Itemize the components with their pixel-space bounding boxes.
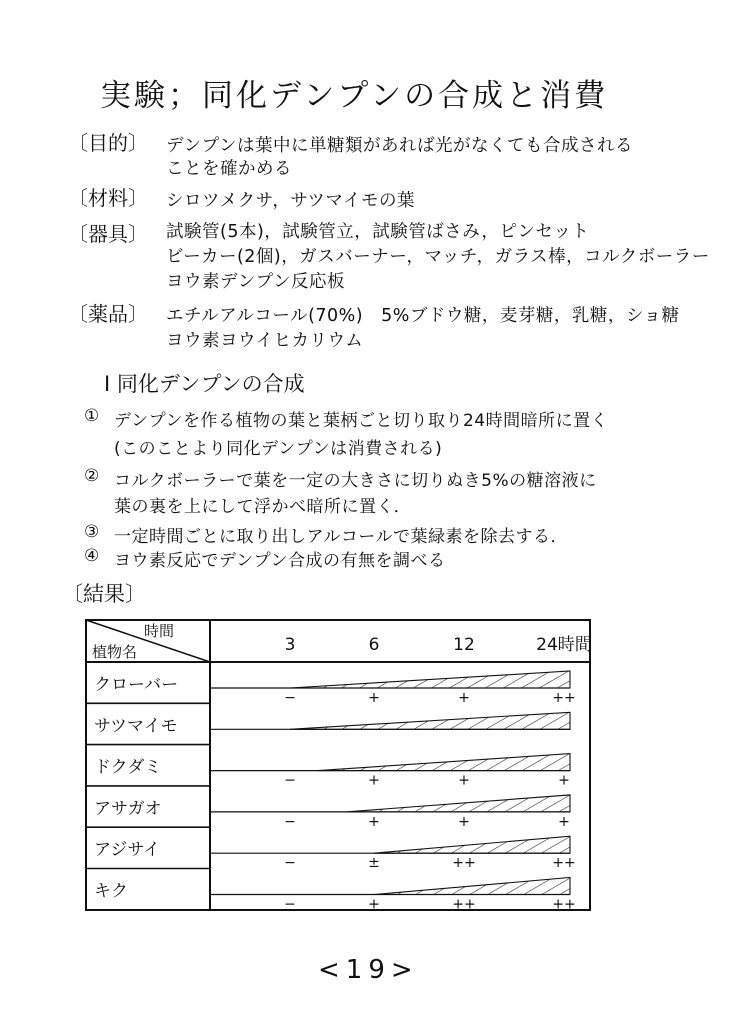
iodine-result-mark: + xyxy=(368,690,380,706)
iodine-result-mark: − xyxy=(284,690,296,706)
starch-band xyxy=(290,712,570,729)
step-number: ① xyxy=(84,406,100,426)
starch-band xyxy=(290,671,570,688)
starch-band xyxy=(346,795,570,812)
time-column-header: 6 xyxy=(368,635,380,655)
iodine-result-mark: − xyxy=(284,813,296,830)
step-number: ② xyxy=(84,466,100,486)
purpose-line: デンプンは葉中に単糖類があれば光がなくても合成される xyxy=(166,136,633,156)
chemicals-line: エチルアルコール(70%) 5%ブドウ糖，麦芽糖，乳糖，ショ糖 xyxy=(166,306,680,326)
iodine-result-mark: − xyxy=(284,855,296,872)
iodine-result-mark: + xyxy=(558,772,570,789)
starch-band xyxy=(374,836,570,853)
iodine-result-mark: − xyxy=(284,772,296,789)
step-number: ③ xyxy=(84,522,100,542)
header-time: 時間 xyxy=(144,622,175,640)
equipment-line: 試験管(5本)，試験管立，試験管ばさみ，ピンセット xyxy=(166,222,590,242)
step-line: (このことより同化デンプンは消費される) xyxy=(114,439,443,459)
time-column-header: 3 xyxy=(284,635,296,655)
plant-name: キク xyxy=(94,881,128,902)
plant-name: クローバー xyxy=(94,675,179,695)
time-column-header: 12 xyxy=(453,635,475,655)
step-line: デンプンを作る植物の葉と葉柄ごと切り取り24時間暗所に置く xyxy=(114,411,609,431)
iodine-result-mark: + xyxy=(368,772,380,789)
purpose-label: 〔目的〕 xyxy=(68,131,148,155)
iodine-result-mark: ± xyxy=(368,855,380,872)
iodine-result-mark: ++ xyxy=(452,896,476,913)
iodine-result-mark: ++ xyxy=(452,855,476,872)
part1-title: Ⅰ 同化デンプンの合成 xyxy=(104,372,305,396)
starch-band xyxy=(318,754,570,771)
iodine-result-mark: + xyxy=(368,896,380,913)
materials-line: シロツメクサ，サツマイモの葉 xyxy=(166,191,416,211)
equipment-label: 〔器具〕 xyxy=(68,222,148,246)
time-column-header: 24時間 xyxy=(536,635,592,655)
plant-name: アサガオ xyxy=(94,798,162,819)
iodine-result-mark: − xyxy=(284,896,296,913)
iodine-result-mark: + xyxy=(458,690,470,706)
iodine-result-mark: ++ xyxy=(552,896,576,913)
equipment-line: ヨウ素デンプン反応板 xyxy=(166,272,345,292)
iodine-result-mark: ++ xyxy=(552,690,576,706)
chemicals-line: ヨウ素ヨウイヒカリウム xyxy=(166,331,364,351)
iodine-result-mark: + xyxy=(458,772,470,789)
plant-name: ドクダミ xyxy=(94,757,162,778)
iodine-result-mark: + xyxy=(558,813,570,830)
plant-name: サツマイモ xyxy=(94,716,178,737)
results-label: 〔結果〕 xyxy=(62,582,146,606)
plant-name: アジサイ xyxy=(94,840,161,861)
step-line: コルクボーラーで葉を一定の大きさに切りぬき5%の糖溶液に xyxy=(114,471,597,491)
chemicals-label: 〔薬品〕 xyxy=(68,302,148,326)
step-line: 葉の裏を上にして浮かべ暗所に置く． xyxy=(114,497,412,517)
iodine-result-mark: + xyxy=(458,813,470,830)
equipment-line: ビーカー(2個)，ガスバーナー，マッチ，ガラス棒，コルクボーラー xyxy=(166,247,710,267)
results-table xyxy=(84,618,594,914)
materials-label: 〔材料〕 xyxy=(68,186,148,210)
step-number: ④ xyxy=(84,546,100,566)
iodine-result-mark: ++ xyxy=(552,855,576,872)
step-line: ヨウ素反応でデンプン合成の有無を調べる xyxy=(114,551,446,571)
header-plant: 植物名 xyxy=(92,643,138,661)
purpose-line: ことを確かめる xyxy=(166,159,292,179)
starch-band xyxy=(374,878,570,895)
step-line: 一定時間ごとに取り出しアルコールで葉緑素を除去する． xyxy=(114,527,568,547)
page-number: <19> xyxy=(318,955,419,985)
page-title: 実験；同化デンプンの合成と消費 xyxy=(100,78,609,114)
iodine-result-mark: + xyxy=(368,813,380,830)
